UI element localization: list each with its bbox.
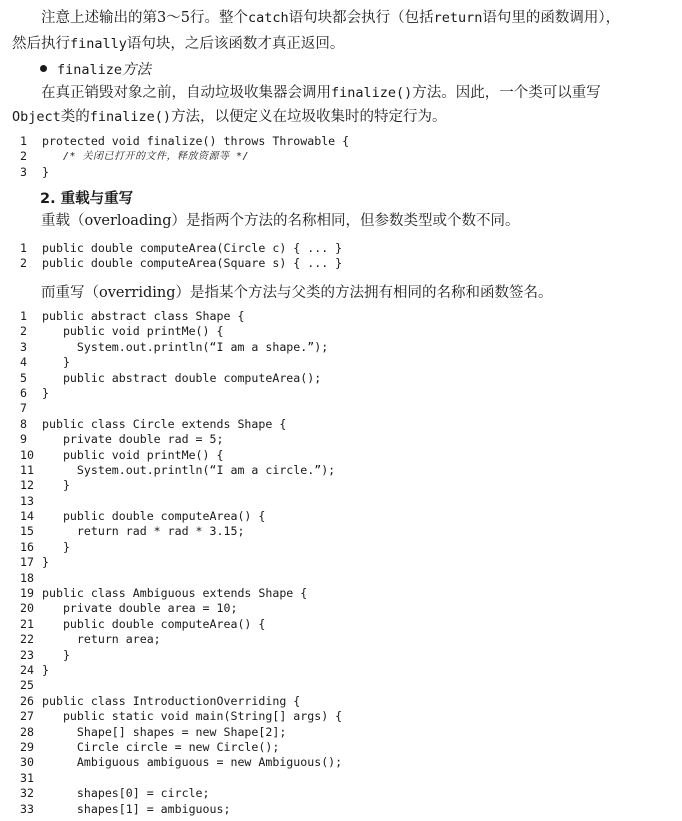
code-text: public static void main(String[] args) { — [42, 709, 343, 724]
code-line — [20, 555, 342, 570]
code-text: return area; — [42, 632, 161, 647]
code-line — [20, 755, 342, 770]
code-line — [20, 401, 342, 416]
code-line — [20, 386, 342, 401]
line-number: 20 — [20, 601, 34, 616]
paragraph-finalize: 在真正销毁对象之前，自动垃圾收集器会调用finalize()方法。因此，一个类可以重写 — [41, 85, 601, 101]
code-text: Ambiguous ambiguous = new Ambiguous(); — [42, 755, 343, 770]
line-number: 15 — [20, 524, 34, 539]
line-number: 18 — [20, 570, 34, 585]
code-text: shapes[1] = ambiguous; — [42, 801, 231, 816]
code-text: public void printMe() { — [42, 324, 224, 339]
code-line: 2 public double computeArea(Square s) { ... } — [20, 256, 343, 271]
code-block-overloading — [20, 241, 342, 272]
code-text: } — [42, 355, 70, 370]
code-line — [20, 632, 342, 647]
code-text: } — [42, 647, 70, 662]
code-line — [20, 494, 342, 509]
code-text: private double area = 10; — [42, 601, 238, 616]
code-text: System.out.println(“I am a circle.”); — [42, 462, 336, 477]
code-line — [20, 648, 342, 663]
code-line: 3 } — [20, 164, 49, 179]
code-text: public class Circle extends Shape { — [42, 416, 287, 431]
line-number: 24 — [20, 662, 34, 677]
code-line — [20, 309, 342, 324]
code-text: return rad * rad * 3.15; — [42, 524, 245, 539]
code-line — [20, 802, 342, 817]
code-block-finalize — [20, 134, 349, 180]
line-number: 23 — [20, 647, 34, 662]
code-line — [20, 417, 342, 432]
line-number: 21 — [20, 616, 34, 631]
section-heading: 2. 重载与重写 — [40, 191, 134, 207]
code-line: 1 public double computeArea(Circle c) { ... } — [20, 241, 343, 255]
line-number: 12 — [20, 478, 34, 493]
code-line — [20, 771, 342, 786]
code-line — [20, 586, 342, 601]
line-number: 27 — [20, 709, 34, 724]
code-line — [20, 663, 342, 678]
line-number: 22 — [20, 632, 34, 647]
code-line — [20, 786, 342, 801]
line-number: 33 — [20, 801, 34, 816]
line-number: 5 — [20, 370, 27, 385]
paragraph-catch-note-line2: 然后执行finally语句块，之后该函数才真正返回。 — [12, 36, 345, 52]
code-text: Circle circle = new Circle(); — [42, 739, 280, 754]
code-text: } — [42, 555, 49, 570]
code-line — [20, 355, 342, 370]
code-line — [20, 432, 342, 447]
paragraph-catch-note: 注意上述输出的第3～5行。整个catch语句块都会执行（包括return语句里的函数调用）， — [41, 10, 621, 26]
code-line — [20, 694, 342, 709]
code-text: shapes[0] = circle; — [42, 786, 210, 801]
code-block-overriding — [20, 309, 342, 817]
line-number: 6 — [20, 385, 27, 400]
code-text: } — [42, 478, 70, 493]
line-number: 25 — [20, 678, 34, 693]
line-number: 28 — [20, 724, 34, 739]
code-text: public double computeArea() { — [42, 509, 266, 524]
code-text: public class IntroductionOverriding { — [42, 693, 301, 708]
line-number: 16 — [20, 539, 34, 554]
line-number: 26 — [20, 693, 34, 708]
code-line — [20, 601, 342, 616]
line-number: 7 — [20, 401, 27, 416]
code-line — [20, 340, 342, 355]
code-line: 2 /* 关闭已打开的文件，释放资源等 */ — [20, 149, 250, 164]
code-text: public class Ambiguous extends Shape { — [42, 586, 308, 601]
line-number: 2 — [20, 324, 27, 339]
code-text: private double rad = 5; — [42, 432, 224, 447]
code-line — [20, 371, 342, 386]
paragraph-overloading: 重载（overloading）是指两个方法的名称相同，但参数类型或个数不同。 — [41, 213, 520, 229]
code-text: System.out.println(“I am a shape.”); — [42, 339, 329, 354]
code-text: public void printMe() { — [42, 447, 224, 462]
bullet-finalize: finalize方法 — [40, 59, 151, 81]
code-text: Shape[] shapes = new Shape[2]; — [42, 724, 287, 739]
line-number: 1 — [20, 309, 27, 323]
code-line — [20, 740, 342, 755]
code-line: 1 protected void finalize() throws Throwable { — [20, 134, 350, 148]
paragraph-finalize-line2: Object类的finalize()方法，以便定义在垃圾收集时的特定行为。 — [12, 109, 447, 125]
code-line — [20, 448, 342, 463]
line-number: 29 — [20, 739, 34, 754]
line-number: 13 — [20, 493, 34, 508]
line-number: 4 — [20, 355, 27, 370]
line-number: 17 — [20, 555, 34, 570]
paragraph-overriding: 而重写（overriding）是指某个方法与父类的方法拥有相同的名称和函数签名。 — [41, 285, 553, 301]
code-line — [20, 524, 342, 539]
line-number: 8 — [20, 416, 27, 431]
line-number: 3 — [20, 339, 27, 354]
code-text: public double computeArea() { — [42, 616, 266, 631]
line-number: 10 — [20, 447, 34, 462]
code-text: } — [42, 662, 49, 677]
line-number: 19 — [20, 586, 34, 601]
line-number: 11 — [20, 462, 34, 477]
code-line — [20, 725, 342, 740]
code-line — [20, 571, 342, 586]
code-text: public abstract class Shape { — [42, 309, 245, 323]
line-number: 31 — [20, 770, 34, 785]
code-line — [20, 463, 342, 478]
code-text: } — [42, 385, 49, 400]
code-text: public abstract double computeArea(); — [42, 370, 322, 385]
line-number: 9 — [20, 432, 27, 447]
code-line — [20, 617, 342, 632]
code-line — [20, 678, 342, 693]
code-line — [20, 509, 342, 524]
line-number: 14 — [20, 509, 34, 524]
bullet-dot-icon — [40, 65, 47, 72]
code-line — [20, 478, 342, 493]
code-line — [20, 324, 342, 339]
code-line — [20, 709, 342, 724]
line-number: 32 — [20, 786, 34, 801]
code-text: } — [42, 539, 70, 554]
line-number: 30 — [20, 755, 34, 770]
code-line — [20, 540, 342, 555]
